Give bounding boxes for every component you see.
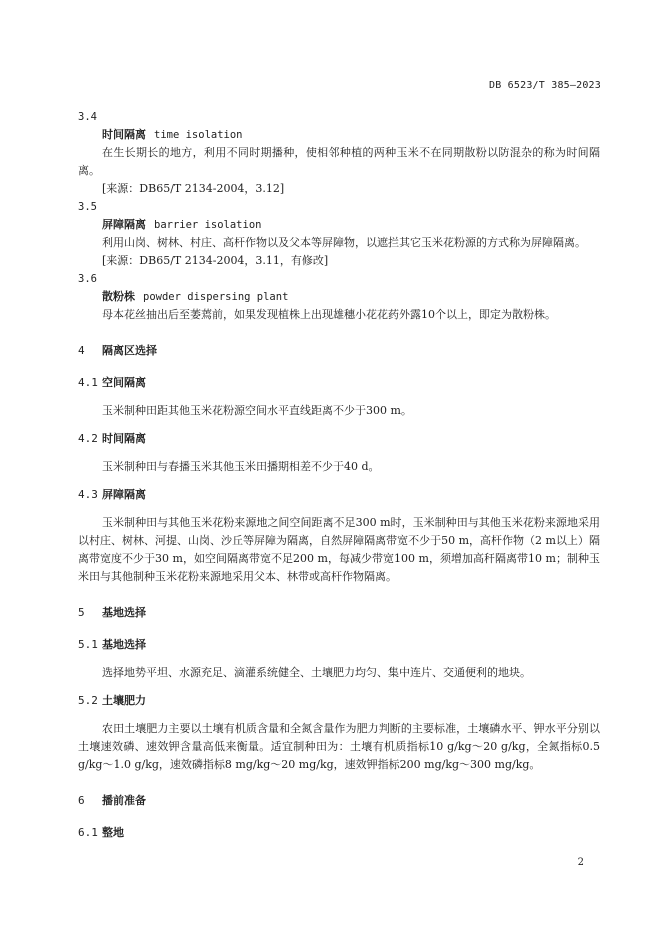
section-title: 基地选择 (102, 606, 146, 619)
section-title: 整地 (102, 826, 124, 839)
section-number: 4 (78, 344, 85, 357)
section-number: 4.1 (78, 376, 98, 389)
section-title: 时间隔离 (102, 432, 146, 445)
term-heading-3-4 (78, 126, 600, 144)
term-heading-3-6 (78, 288, 600, 306)
section-heading-6-1 (78, 824, 600, 842)
section-heading-5-2 (78, 692, 600, 710)
section-heading-5-1 (78, 636, 600, 654)
term-cn: 屏障隔离 (102, 218, 146, 231)
section-number: 4.2 (78, 432, 98, 445)
section-number: 5.1 (78, 638, 98, 651)
section-text-5-2: 农田土壤肥力主要以土壤有机质含量和全氮含量作为肥力判断的主要标准，土壤磷水平、钾水平分别以土壤速效磷、速效钾含量高低来衡量。适宜制种田为：土壤有机质指标10 g/kg～20 g/kg，全氮指标0.5 g/kg～1.0 g/kg，速效磷指标8 mg/kg～20 mg/kg，速效钾指标200 mg/kg～300 mg/kg。 (78, 722, 600, 771)
section-title: 屏障隔离 (102, 488, 146, 501)
section-heading-4-3 (78, 486, 600, 504)
clause-number-3-6: 3.6 (78, 273, 97, 285)
section-heading-6 (78, 792, 600, 810)
section-text-4-3: 玉米制种田与其他玉米花粉来源地之间空间距离不足300 m时，玉米制种田与其他玉米花粉来源地采用以村庄、树林、河提、山岗、沙丘等屏障为隔离，自然屏障隔离带宽不少于50 m，高杆作物（2 m以上）隔离带宽度不少于30 m，如空间隔离带宽不足200 m，每减少带宽100 m，须增加高秆隔离带10 m；制种玉米田与其他制种玉米花粉来源地采用父本、林带或高杆作物隔离。 (78, 516, 600, 583)
section-title: 空间隔离 (102, 376, 146, 389)
term-definition-3-4: 在生长期长的地方，利用不同时期播种，使相邻种植的两种玉米不在同期散粉以防混杂的称为时间隔离。 (78, 146, 600, 177)
section-title: 基地选择 (102, 638, 146, 651)
document-body (78, 108, 600, 842)
section-number: 4.3 (78, 488, 98, 501)
section-heading-4-1 (78, 374, 600, 392)
document-id-header: DB 6523/T 385—2023 (489, 80, 601, 91)
term-en: barrier isolation (154, 219, 262, 231)
clause-number-3-5: 3.5 (78, 201, 97, 213)
section-text-4-2: 玉米制种田与春播玉米其他玉米田播期相差不少于40 d。 (102, 460, 380, 473)
section-number: 6 (78, 794, 85, 807)
section-number: 5 (78, 606, 85, 619)
term-cn: 散粉株 (102, 290, 135, 303)
term-definition-3-6: 母本花丝抽出后至萎蔫前，如果发现植株上出现雄穗小花花药外露10个以上，即定为散粉株。 (102, 308, 556, 321)
clause-number-3-4: 3.4 (78, 111, 97, 123)
section-number: 6.1 (78, 826, 98, 839)
section-heading-4-2 (78, 430, 600, 448)
section-title: 播前准备 (102, 794, 146, 807)
term-definition-3-5: 利用山岗、树林、村庄、高杆作物以及父本等屏障物，以遮拦其它玉米花粉源的方式称为屏障隔离。 (102, 236, 586, 249)
section-title: 隔离区选择 (102, 344, 157, 357)
term-en: powder dispersing plant (143, 291, 289, 303)
section-number: 5.2 (78, 694, 98, 707)
term-source-3-4: [来源：DB65/T 2134-2004，3.12] (102, 182, 285, 195)
section-text-4-1: 玉米制种田距其他玉米花粉源空间水平直线距离不少于300 m。 (102, 404, 412, 417)
term-cn: 时间隔离 (102, 128, 146, 141)
section-title: 土壤肥力 (102, 694, 146, 707)
page-number: 2 (577, 857, 584, 868)
section-heading-4 (78, 342, 600, 360)
section-text-5-1: 选择地势平坦、水源充足、滴灌系统健全、土壤肥力均匀、集中连片、交通便利的地块。 (102, 666, 531, 679)
term-heading-3-5 (78, 216, 600, 234)
section-heading-5 (78, 604, 600, 622)
term-source-3-5: [来源：DB65/T 2134-2004，3.11，有修改] (102, 254, 329, 267)
term-en: time isolation (154, 129, 243, 141)
